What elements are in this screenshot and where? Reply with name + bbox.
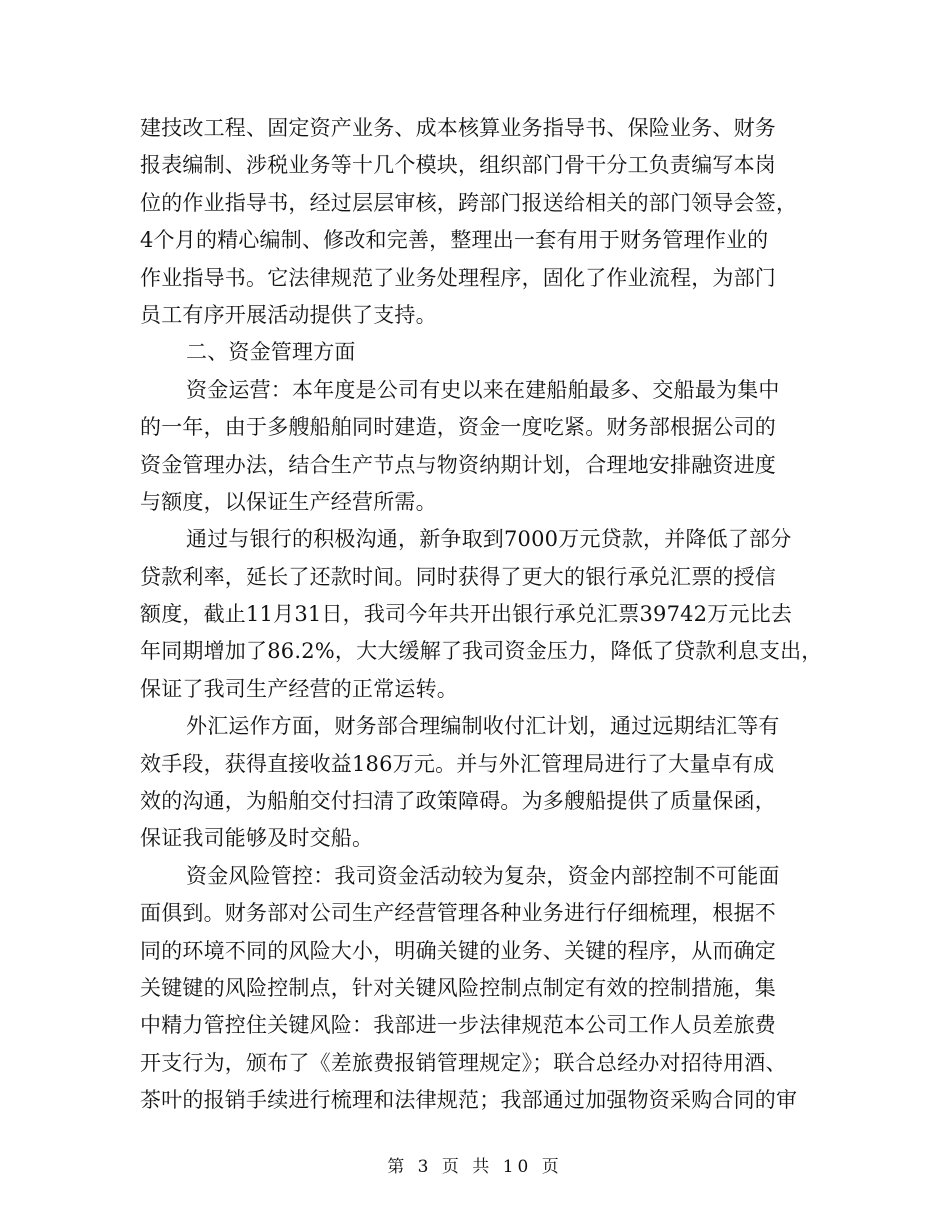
text-line: 保证我司能够及时交船。 [140,826,374,851]
text-line: 员工有序开展活动提供了支持。 [140,302,437,327]
text-line: 效的沟通，为船舶交付扫清了政策障碍。为多艘船提供了质量保函， [140,789,776,814]
text-line: 效手段，获得直接收益186万元。并与外汇管理局进行了大量卓有成 [140,751,775,776]
text-line: 4个月的精心编制、修改和完善，整理出一套有用于财务管理作业的 [140,228,769,253]
paragraph-start: 外汇运作方面，财务部合理编制收付汇计划，通过远期结汇等有 [186,714,780,739]
paragraph-start: 通过与银行的积极沟通，新争取到7000万元贷款，并降低了部分 [186,527,792,552]
paragraph-start: 资金风险管控：我司资金活动较为复杂，资金内部控制不可能面 [186,863,780,888]
text-line: 建技改工程、固定资产业务、成本核算业务指导书、保险业务、财务 [140,116,776,140]
text-line: 的一年，由于多艘船舶同时建造，资金一度吃紧。财务部根据公司的 [140,415,776,440]
text-line: 茶叶的报销手续进行梳理和法律规范；我部通过加强物资采购合同的审 [140,1088,798,1113]
text-line: 报表编制、涉税业务等十几个模块，组织部门骨干分工负责编写本岗 [140,153,776,178]
text-line: 关键键的风险控制点，针对关键风险控制点制定有效的控制措施，集 [140,975,776,1000]
text-line: 保证了我司生产经营的正常运转。 [140,676,458,701]
page-number-footer: 第 3 页 共 10 页 [387,1157,563,1177]
text-line: 年同期增加了86.2%，大大缓解了我司资金压力，降低了贷款利息支出， [140,639,823,664]
paragraph-start: 资金运营：本年度是公司有史以来在建船舶最多、交船最为集中 [186,377,780,402]
body-text [140,110,830,1120]
text-line: 贷款利率，延长了还款时间。同时获得了更大的银行承兑汇票的授信 [140,564,776,589]
text-line: 开支行为，颁布了《差旅费报销管理规定》；联合总经办对招待用酒、 [140,1050,787,1075]
text-line: 额度，截止11月31日，我司今年共开出银行承兑汇票39742万元比去 [140,602,793,627]
text-line: 作业指导书。它法律规范了业务处理程序，固化了作业流程，为部门 [140,265,776,290]
text-line: 资金管理办法，结合生产节点与物资纳期计划，合理地安排融资进度 [140,452,776,477]
text-line: 面俱到。财务部对公司生产经营管理各种业务进行仔细梳理，根据不 [140,901,776,926]
text-line: 与额度，以保证生产经营所需。 [140,489,437,514]
text-line: 位的作业指导书，经过层层审核，跨部门报送给相关的部门领导会签， [140,190,798,215]
section-heading: 二、资金管理方面 [186,340,356,365]
text-line: 同的环境不同的风险大小，明确关键的业务、关键的程序，从而确定 [140,938,776,963]
text-line: 中精力管控住关键风险：我部进一步法律规范本公司工作人员差旅费 [140,1013,776,1038]
